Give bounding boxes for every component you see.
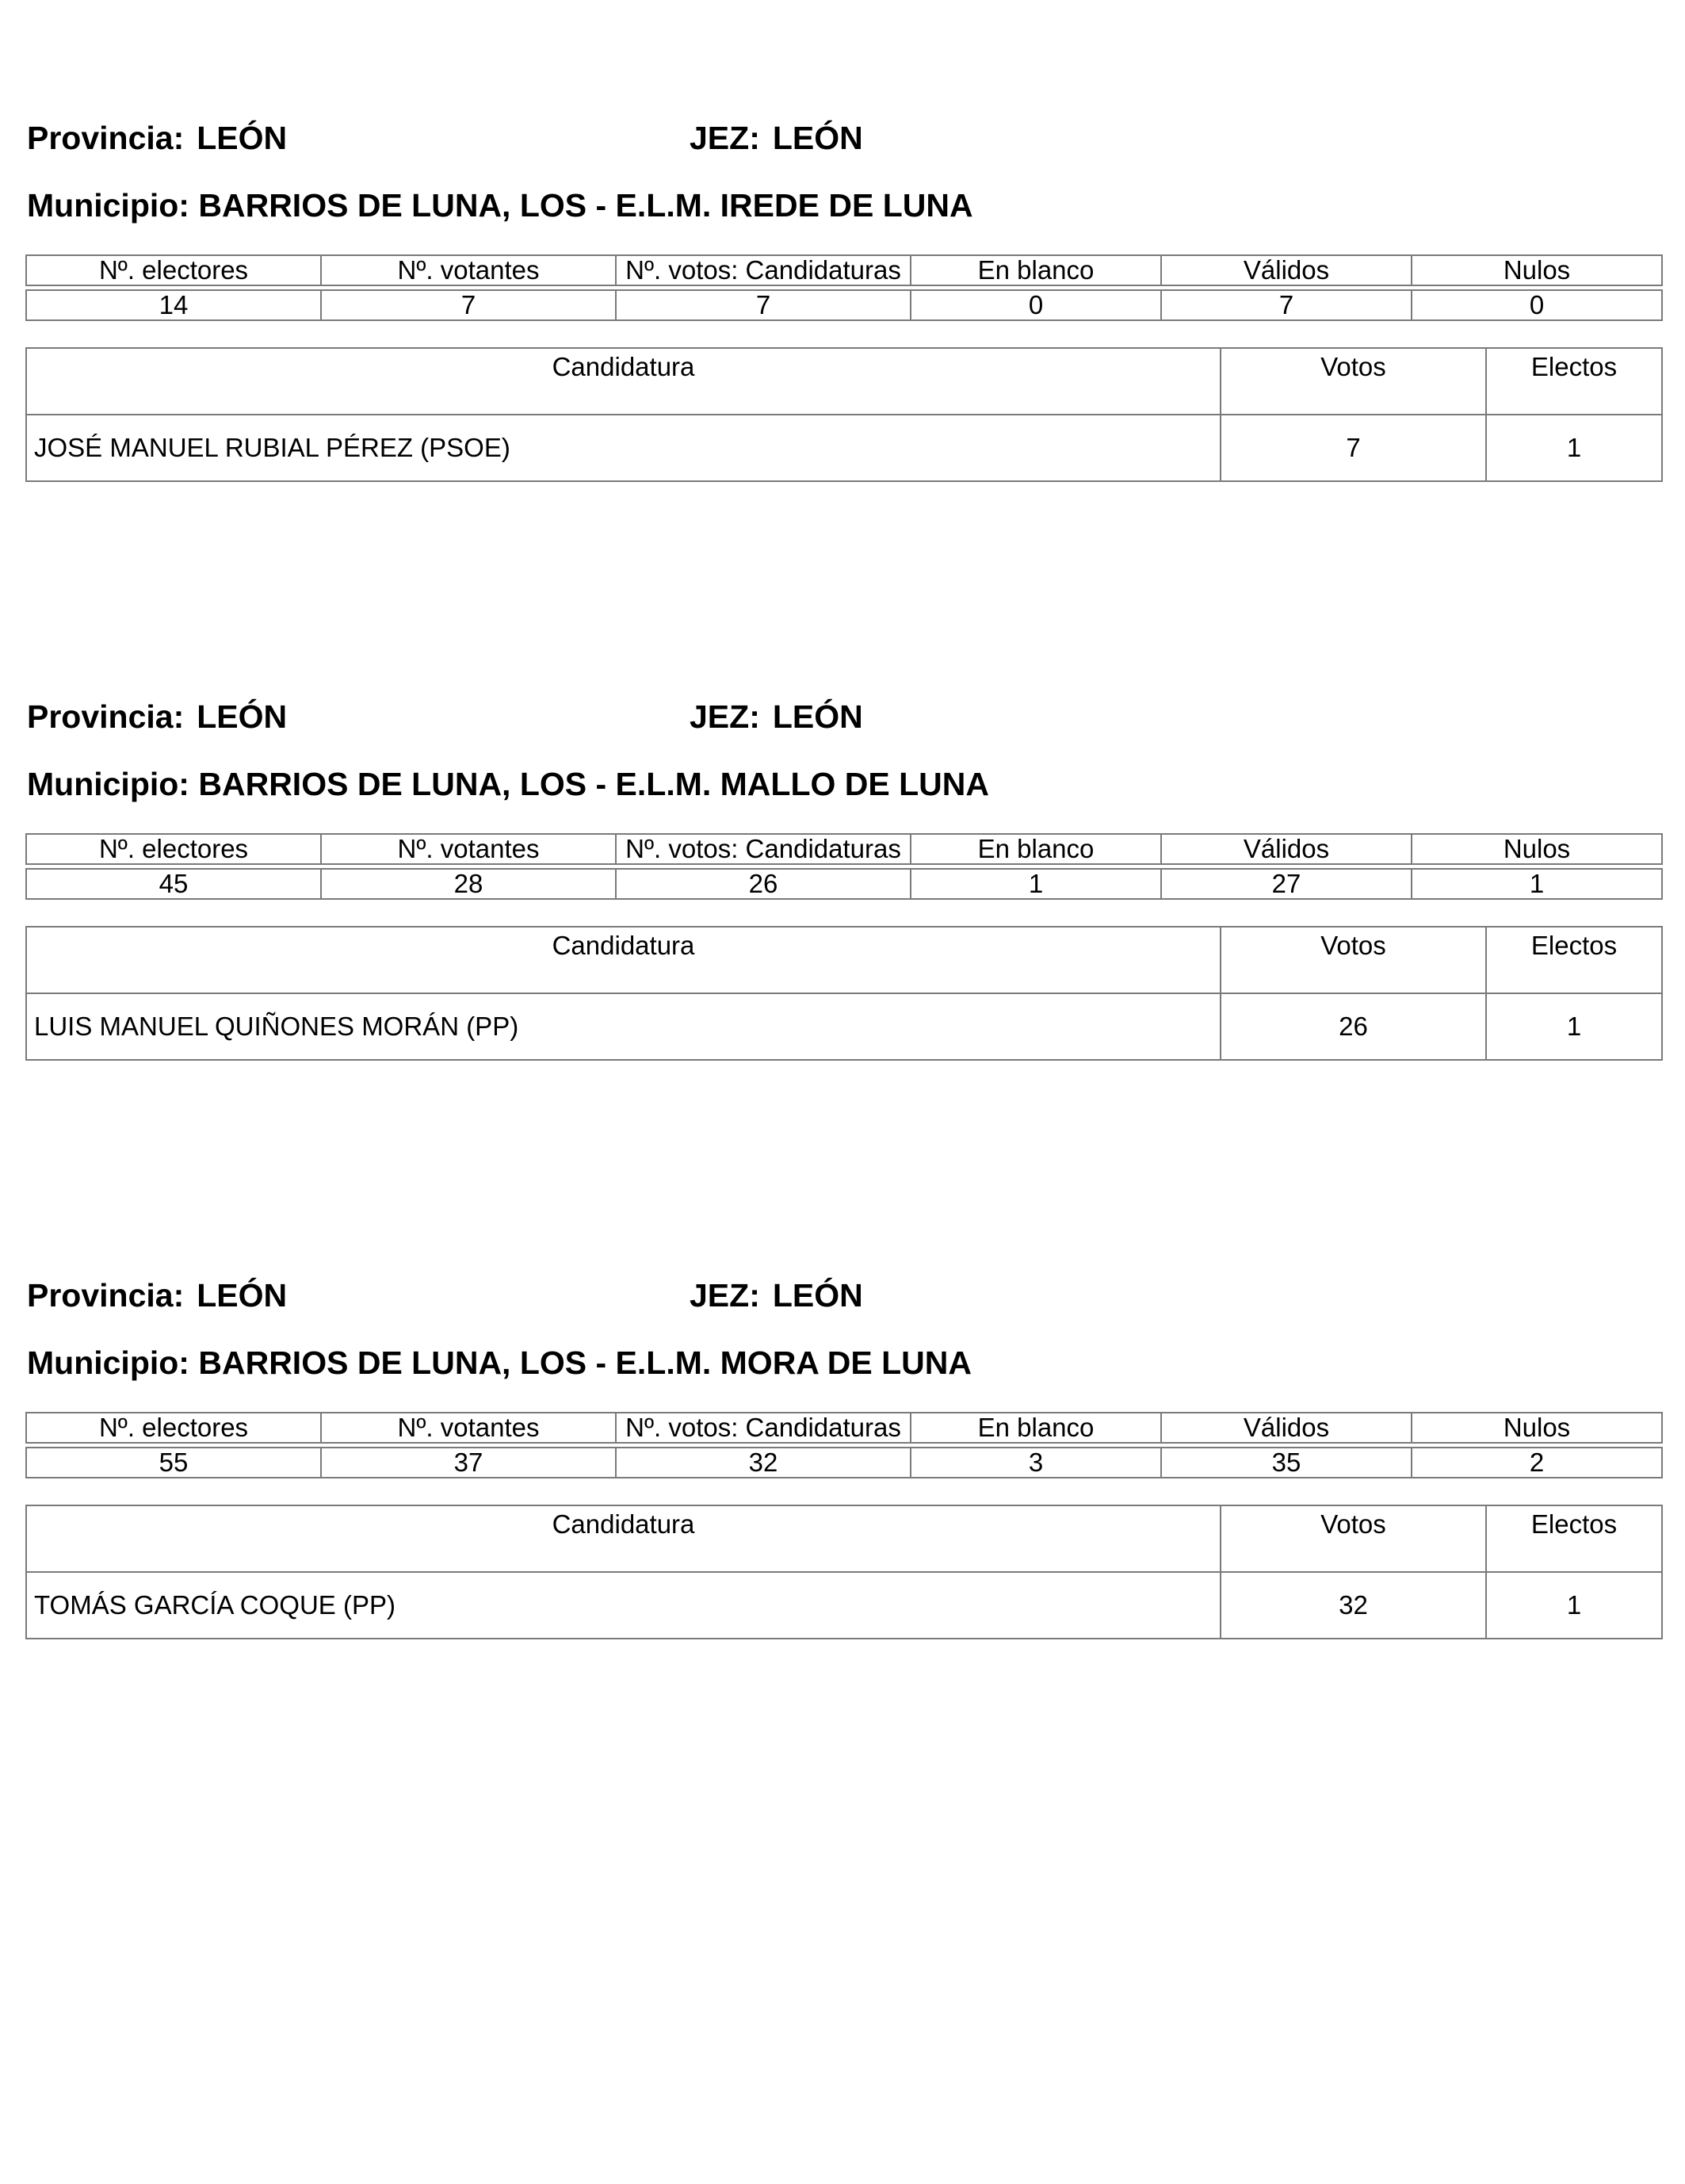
stats-header: Nº. electores: [26, 255, 321, 285]
electos-header: Electos: [1486, 927, 1662, 993]
stats-value: 3: [911, 1448, 1161, 1478]
stats-table: [25, 833, 1663, 900]
stats-value: 7: [1161, 290, 1412, 320]
stats-value: 7: [616, 290, 911, 320]
stats-value: 1: [1412, 869, 1662, 899]
candidate-electos: 1: [1486, 415, 1662, 481]
stats-header: Nº. votantes: [321, 834, 616, 864]
stats-header: Nulos: [1412, 1413, 1662, 1443]
municipio: Municipio: BARRIOS DE LUNA, LOS - E.L.M. IREDE DE LUNA: [27, 187, 973, 224]
result-block: [25, 1271, 1661, 1715]
candidate-table: [25, 1505, 1663, 1639]
stats-header: Válidos: [1161, 1413, 1412, 1443]
municipio: Municipio: BARRIOS DE LUNA, LOS - E.L.M. MALLO DE LUNA: [27, 766, 990, 802]
stats-header: Nº. votos: Candidaturas: [616, 1413, 911, 1443]
stats-header: Válidos: [1161, 834, 1412, 864]
stats-value: 28: [321, 869, 616, 899]
candidate-electos: 1: [1486, 1572, 1662, 1639]
stats-value: 0: [1412, 290, 1662, 320]
votos-header: Votos: [1221, 927, 1486, 993]
candidate-row: [26, 1572, 1662, 1639]
candidate-name: LUIS MANUEL QUIÑONES MORÁN (PP): [26, 993, 1221, 1060]
candidate-header-row: [26, 927, 1662, 993]
candidate-name: JOSÉ MANUEL RUBIAL PÉREZ (PSOE): [26, 415, 1221, 481]
candidatura-header: Candidatura: [26, 348, 1221, 415]
candidate-header-row: [26, 348, 1662, 415]
stats-header: Nº. votantes: [321, 255, 616, 285]
stats-value: 0: [911, 290, 1161, 320]
stats-header: Nulos: [1412, 255, 1662, 285]
stats-value: 37: [321, 1448, 616, 1478]
candidate-table: [25, 926, 1663, 1061]
stats-header: Válidos: [1161, 255, 1412, 285]
stats-value: 1: [911, 869, 1161, 899]
stats-value: 45: [26, 869, 321, 899]
stats-header: En blanco: [911, 1413, 1161, 1443]
stats-value-row: [26, 1448, 1662, 1478]
header-line: [25, 113, 1661, 161]
stats-header: Nº. votantes: [321, 1413, 616, 1443]
stats-header: Nº. votos: Candidaturas: [616, 255, 911, 285]
stats-header: Nº. electores: [26, 834, 321, 864]
provincia: Provincia: LEÓN: [27, 698, 288, 735]
stats-value: 27: [1161, 869, 1412, 899]
candidate-votos: 7: [1221, 415, 1486, 481]
result-block: [25, 692, 1661, 1136]
stats-header-row: [26, 1413, 1662, 1443]
stats-header-row: [26, 255, 1662, 285]
stats-value: 26: [616, 869, 911, 899]
header-line: [25, 1271, 1661, 1318]
stats-table: [25, 254, 1663, 321]
stats-header: En blanco: [911, 834, 1161, 864]
stats-header: Nulos: [1412, 834, 1662, 864]
stats-header: En blanco: [911, 255, 1161, 285]
stats-value-row: [26, 869, 1662, 899]
stats-value: 2: [1412, 1448, 1662, 1478]
candidate-votos: 32: [1221, 1572, 1486, 1639]
municipio: Municipio: BARRIOS DE LUNA, LOS - E.L.M. MORA DE LUNA: [27, 1344, 972, 1381]
result-block: [25, 113, 1661, 557]
candidate-row: [26, 993, 1662, 1060]
provincia: Provincia: LEÓN: [27, 120, 288, 156]
stats-value: 32: [616, 1448, 911, 1478]
stats-value: 14: [26, 290, 321, 320]
votos-header: Votos: [1221, 348, 1486, 415]
candidate-electos: 1: [1486, 993, 1662, 1060]
candidate-row: [26, 415, 1662, 481]
stats-header-row: [26, 834, 1662, 864]
candidate-name: TOMÁS GARCÍA COQUE (PP): [26, 1572, 1221, 1639]
header-line: [25, 692, 1661, 740]
electos-header: Electos: [1486, 348, 1662, 415]
stats-value: 55: [26, 1448, 321, 1478]
stats-header: Nº. votos: Candidaturas: [616, 834, 911, 864]
candidatura-header: Candidatura: [26, 1505, 1221, 1572]
candidate-header-row: [26, 1505, 1662, 1572]
candidate-table: [25, 347, 1663, 482]
candidatura-header: Candidatura: [26, 927, 1221, 993]
electos-header: Electos: [1486, 1505, 1662, 1572]
provincia: Provincia: LEÓN: [27, 1277, 288, 1314]
stats-header: Nº. electores: [26, 1413, 321, 1443]
jez: JEZ: LEÓN: [690, 1277, 863, 1314]
votos-header: Votos: [1221, 1505, 1486, 1572]
stats-value: 35: [1161, 1448, 1412, 1478]
stats-table: [25, 1412, 1663, 1478]
candidate-votos: 26: [1221, 993, 1486, 1060]
stats-value: 7: [321, 290, 616, 320]
jez: JEZ: LEÓN: [690, 698, 863, 735]
jez: JEZ: LEÓN: [690, 120, 863, 156]
stats-value-row: [26, 290, 1662, 320]
